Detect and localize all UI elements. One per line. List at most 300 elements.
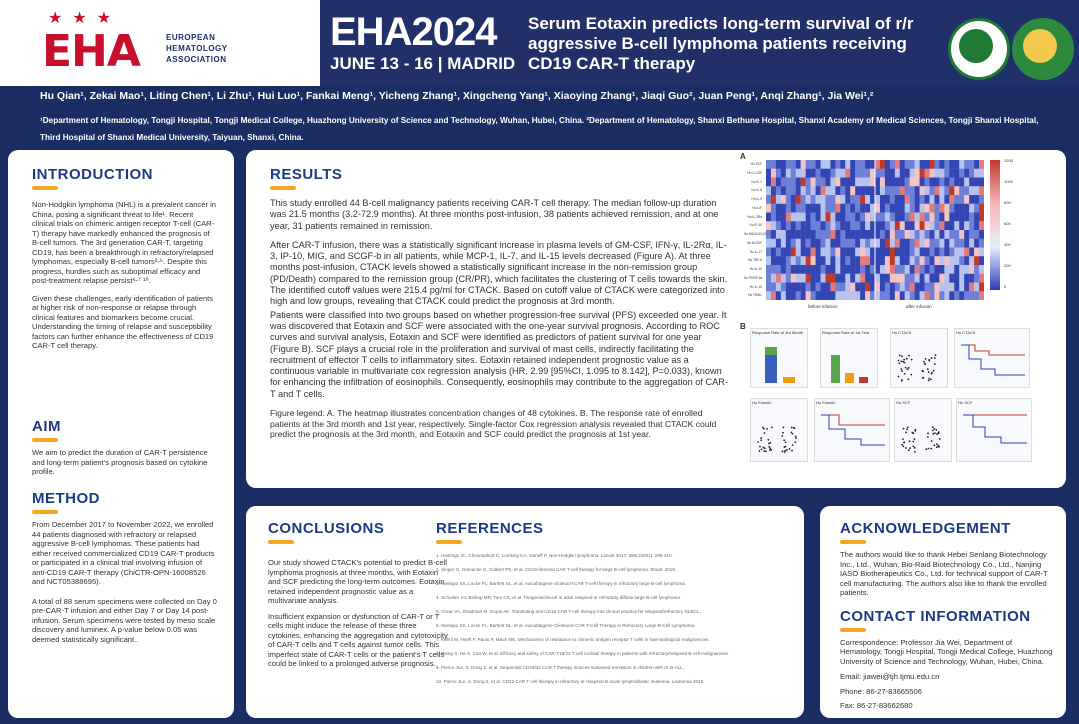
heatmap-cell xyxy=(855,274,860,283)
heatmap-cell xyxy=(801,221,806,230)
aim-text: We aim to predict the duration of CAR-T persistence and long-term patient's prognosis based on cytokine profile. xyxy=(32,448,208,476)
heatmap-cell xyxy=(840,265,845,274)
heatmap-row-label: Hu IL-17 xyxy=(749,249,762,254)
scatter-point xyxy=(931,373,933,375)
heatmap-cell xyxy=(791,160,796,169)
heatmap-cell xyxy=(816,169,821,178)
heatmap-cell xyxy=(816,283,821,292)
heatmap-cell xyxy=(895,186,900,195)
heatmap-cell xyxy=(875,169,880,178)
heatmap-cell xyxy=(920,160,925,169)
heatmap-cell xyxy=(776,186,781,195)
heatmap-cell xyxy=(766,213,771,222)
heatmap-cell xyxy=(855,186,860,195)
heatmap-cell xyxy=(954,213,959,222)
heatmap-cell xyxy=(776,274,781,283)
heatmap-cell xyxy=(771,221,776,230)
heatmap-cell xyxy=(939,274,944,283)
scatter-point xyxy=(795,436,797,438)
heatmap-cell xyxy=(949,248,954,257)
heatmap-cell xyxy=(964,265,969,274)
heatmap-cell xyxy=(954,256,959,265)
heatmap-cell xyxy=(791,283,796,292)
heatmap-cell xyxy=(890,213,895,222)
heatmap-cell xyxy=(910,274,915,283)
heatmap-cell xyxy=(816,256,821,265)
heatmap-cell xyxy=(954,186,959,195)
heatmap-cell xyxy=(944,169,949,178)
heatmap-cell xyxy=(835,204,840,213)
scatter-point xyxy=(903,359,905,361)
heatmap-cell xyxy=(811,283,816,292)
heatmap-cell xyxy=(925,283,930,292)
scatter-point xyxy=(915,429,917,431)
heatmap-cell xyxy=(801,248,806,257)
affiliations: ¹Department of Hematology, Tongji Hospital, Tongji Medical College, Huazhong University of Science and Technology, Wuhan, Hubei, China. ²Department of Hematology, Shanxi Bethune Hospital, Shanxi Academy of Medical Sciences, Tongji Shanxi Hospital, Third Hospital of Shanxi Medical University, Taiyuan, Shanxi, China. xyxy=(40,116,1039,142)
heatmap-cell xyxy=(974,178,979,187)
heatmap-cell xyxy=(969,230,974,239)
heatmap-cell xyxy=(959,239,964,248)
scatter-point xyxy=(934,357,936,359)
heatmap-cell xyxy=(954,169,959,178)
heatmap-cell xyxy=(944,213,949,222)
heatmap-cell xyxy=(964,186,969,195)
scatter-point xyxy=(766,428,768,430)
heatmap-cell xyxy=(934,274,939,283)
heatmap-cell xyxy=(949,213,954,222)
heatmap-cell xyxy=(900,291,905,300)
heatmap-cell xyxy=(944,160,949,169)
heatmap-cell xyxy=(830,221,835,230)
heatmap-cell xyxy=(870,186,875,195)
heatmap-cell xyxy=(910,186,915,195)
heatmap-cell xyxy=(949,195,954,204)
heatmap-cell xyxy=(895,169,900,178)
heatmap-cell xyxy=(821,169,826,178)
heatmap-cell xyxy=(791,230,796,239)
heatmap-row-label: Hu LIF xyxy=(752,205,762,210)
heatmap-cell xyxy=(880,204,885,213)
scatter-point xyxy=(907,368,909,370)
scatter-point xyxy=(910,374,912,376)
heatmap-cell xyxy=(835,230,840,239)
heatmap-cell xyxy=(816,239,821,248)
contact-text: Correspondence: Professor Jia Wei, Department of Hematology, Tongji Hospital, Tongji Medical College, Huazhong University of Science and Technology, Wuhan, Hubei, China. xyxy=(840,637,1053,666)
heatmap-cell xyxy=(825,291,830,300)
heatmap-cell xyxy=(816,265,821,274)
heatmap-cell xyxy=(964,221,969,230)
heatmap-cell xyxy=(845,239,850,248)
scatter-point xyxy=(903,442,905,444)
heatmap-cell xyxy=(786,230,791,239)
heatmap-cell xyxy=(811,186,816,195)
heatmap-cell xyxy=(885,274,890,283)
heatmap-cell xyxy=(969,178,974,187)
heatmap-cell xyxy=(890,265,895,274)
scatter-point xyxy=(925,448,927,450)
heatmap-cell xyxy=(825,230,830,239)
results-paragraph-3: Patients were classified into two groups based on whether progression-free survival (PFS) exceeded one year. It was discovered that Eotaxin and SCF were associated with the one-year survival prognosis. According to ROC curves and survival analysis, Eotaxin and SCF were identified as predictors of patient survival for one year (Figure B). SCF plays a crucial role in the proliferation and survival of mast cells, indirectly facilitating the recruitment of effector T cells to inflammatory sites. Eotaxin retained independent prognostic value as a continuous variable in multivariate cox regression analysis (HR, 2.99 [95%CI, 1.095 to 8.142], P=0.033), known for enhancing the infiltration of eosinophils. Consequently, eosinophils may contribute to the aggregation of CAR-T and T cells. xyxy=(270,309,728,399)
heatmap-cell xyxy=(865,186,870,195)
heatmap-row-label: Hu IL-2Ra xyxy=(747,214,762,219)
heatmap-cell xyxy=(930,169,935,178)
scatter-point xyxy=(927,432,929,434)
heatmap-cell xyxy=(821,204,826,213)
heatmap-cell xyxy=(939,230,944,239)
scatter-point xyxy=(925,358,927,360)
heatmap-cell xyxy=(880,256,885,265)
scatter-point xyxy=(906,358,908,360)
heatmap-cell xyxy=(930,291,935,300)
heatmap-cell xyxy=(796,265,801,274)
heatmap-cell xyxy=(776,256,781,265)
scatter-point xyxy=(795,437,797,439)
scatter-point xyxy=(784,450,786,452)
eha-wordmark: EHA xyxy=(42,26,140,77)
heatmap-cell xyxy=(969,160,974,169)
scatter-point xyxy=(764,447,766,449)
heatmap-cell xyxy=(959,230,964,239)
heatmap-cell xyxy=(791,274,796,283)
scatter-point xyxy=(768,443,770,445)
heatmap-row-label: Hu IL-8 xyxy=(751,188,762,193)
results-paragraph-2: After CAR-T infusion, there was a statistically significant increase in plasma levels of GM-CSF, IFN-γ, IL-2Rα, IL-3, IP-10, MIG, and SCGF-b in all patients, while MCP-1, IL-7, and IL-15 levels decreased (Figure A). At three months post-infusion, CTACK levels showed a statistically significant increase in the non-remission group (PD/Death) compared to the remission group (CR/PR), which facilitates the clustering of T cells towards the skin. The identified cutoff values were 215.4 pg/ml for CTACK. Based on cutoff value of CTACK were categorized into high and low groups, revealing that CTACK could predict the prognosis at 3rd month. xyxy=(270,239,728,307)
heatmap-cell xyxy=(974,160,979,169)
scatter-point xyxy=(927,448,929,450)
scatter-point xyxy=(764,450,766,452)
heatmap-cell xyxy=(845,186,850,195)
heatmap-cell xyxy=(875,213,880,222)
heatmap-color-scale xyxy=(990,160,1000,290)
heatmap-cell xyxy=(865,256,870,265)
heatmap-cell xyxy=(905,230,910,239)
heatmap-cell xyxy=(766,248,771,257)
scatter-point xyxy=(771,427,773,429)
heatmap-cell xyxy=(821,248,826,257)
heatmap-cell xyxy=(850,230,855,239)
scatter-point xyxy=(930,448,932,450)
heatmap-cell xyxy=(781,274,786,283)
heatmap-cell xyxy=(865,213,870,222)
heatmap-cell xyxy=(801,265,806,274)
heatmap-cell xyxy=(920,265,925,274)
heatmap-cell xyxy=(860,274,865,283)
heatmap-scale-label: 1200 xyxy=(1004,158,1013,163)
heatmap-cell xyxy=(974,274,979,283)
heatmap-cell xyxy=(939,239,944,248)
heatmap-cell xyxy=(934,256,939,265)
heatmap-cell xyxy=(880,274,885,283)
heatmap-cell xyxy=(776,265,781,274)
heatmap-cell xyxy=(855,239,860,248)
heatmap-cell xyxy=(895,160,900,169)
heatmap-cell xyxy=(925,213,930,222)
heatmap-cell xyxy=(890,248,895,257)
heatmap-cell xyxy=(806,178,811,187)
heatmap-cell xyxy=(870,248,875,257)
scatter-point xyxy=(907,378,909,380)
scatter-point xyxy=(927,436,929,438)
heatmap-cell xyxy=(850,283,855,292)
heatmap-cell xyxy=(944,186,949,195)
heatmap-cell xyxy=(895,274,900,283)
heatmap-cell xyxy=(840,283,845,292)
heatmap-cell xyxy=(890,178,895,187)
heatmap-cell xyxy=(771,230,776,239)
heatmap-cell xyxy=(840,274,845,283)
heatmap-cell xyxy=(964,248,969,257)
heatmap-row-label: Hu SCF xyxy=(750,162,762,166)
heatmap-cell xyxy=(860,213,865,222)
heatmap-cell xyxy=(776,283,781,292)
heatmap-cell xyxy=(825,239,830,248)
heatmap-cell xyxy=(939,195,944,204)
heatmap-cell xyxy=(811,178,816,187)
heatmap-cell xyxy=(811,160,816,169)
heatmap-cell xyxy=(954,160,959,169)
heatmap-cell xyxy=(979,178,984,187)
heatmap-cell xyxy=(786,213,791,222)
scatter-point xyxy=(769,449,771,451)
acknowledgement-text: The authors would like to thank Hebei Senlang Biotechnology Inc., Ltd., Wuhan, Bio-Raid Biotechnology Co., Ltd., Nanjing IASO Biotherapeutics Co., Ltd. for technical support of CAR-T cell manufacturing. The authors also like to thank the enrolled patients. xyxy=(840,550,1048,597)
heatmap-cell xyxy=(870,283,875,292)
heatmap-cell xyxy=(870,195,875,204)
heatmap-cell xyxy=(934,195,939,204)
logo-stars: ★★★ xyxy=(48,10,122,27)
heatmap-cell xyxy=(890,204,895,213)
method-paragraph-2: A total of 88 serum specimens were collected on Day 0 pre-CAR-T infusion and either Day 7 or Day 14 post-infusion. Serum specimens were tested by meso scale discovery and luminex. A p-value below 0.05 was deemed statistically significant.. xyxy=(32,596,217,644)
heatmap-cell xyxy=(959,291,964,300)
heatmap-cell xyxy=(860,239,865,248)
heatmap-cell xyxy=(771,195,776,204)
heatmap-cell xyxy=(865,265,870,274)
heatmap-cell xyxy=(939,160,944,169)
heatmap-cell xyxy=(920,186,925,195)
heatmap-cell xyxy=(840,291,845,300)
heatmap-cell xyxy=(959,283,964,292)
heatmap-cell xyxy=(934,213,939,222)
author-list: Hu Qian¹, Zekai Mao¹, Liting Chen¹, Li Zhu¹, Hui Luo¹, Fankai Meng¹, Yicheng Zhang¹, Xingcheng Yang¹, Xiaoying Zhang¹, Jiaqi Guo², Juan Peng¹, Anqi Zhang¹, Jia Wei¹,² xyxy=(40,90,874,102)
heatmap-cell xyxy=(821,265,826,274)
heatmap-cell xyxy=(776,195,781,204)
heatmap-cell xyxy=(870,291,875,300)
contact-fax: Fax: 86-27-83662680 xyxy=(840,701,913,710)
heatmap-cell xyxy=(925,169,930,178)
heatmap-cell xyxy=(969,283,974,292)
scatter-point xyxy=(785,442,787,444)
scatter-point xyxy=(783,427,785,429)
heatmap-cell xyxy=(771,283,776,292)
heatmap-cell xyxy=(949,239,954,248)
heatmap-cell xyxy=(880,169,885,178)
heatmap-cell xyxy=(944,256,949,265)
results-panel xyxy=(246,150,1066,488)
eha-association-name: EUROPEAN HEMATOLOGY ASSOCIATION xyxy=(166,33,228,64)
heatmap-cell xyxy=(811,221,816,230)
conclusions-heading: CONCLUSIONS xyxy=(268,520,385,537)
heatmap-cell xyxy=(801,186,806,195)
heatmap-cell xyxy=(900,248,905,257)
heatmap-cell xyxy=(969,239,974,248)
heatmap-cell xyxy=(840,248,845,257)
scatter-point xyxy=(906,428,908,430)
heatmap-cell xyxy=(811,204,816,213)
scatter-point xyxy=(938,446,940,448)
heatmap-cell xyxy=(766,256,771,265)
heatmap-cell xyxy=(885,186,890,195)
heatmap-cell xyxy=(954,204,959,213)
heatmap-cell xyxy=(801,274,806,283)
heatmap-cell xyxy=(835,265,840,274)
heatmap-cell xyxy=(771,213,776,222)
heatmap-cell xyxy=(796,291,801,300)
heatmap-cell xyxy=(855,221,860,230)
heatmap-cell xyxy=(969,213,974,222)
heatmap-cell xyxy=(964,291,969,300)
heatmap-cell xyxy=(920,230,925,239)
heatmap-cell xyxy=(845,265,850,274)
heatmap-cell xyxy=(850,256,855,265)
heatmap-cell xyxy=(925,160,930,169)
heatmap-cell xyxy=(850,195,855,204)
heatmap-cell xyxy=(925,265,930,274)
heatmap-cell xyxy=(860,256,865,265)
heatmap-cell xyxy=(959,248,964,257)
scatter-point xyxy=(909,440,911,442)
scatter-point xyxy=(932,433,934,435)
heatmap-cell xyxy=(954,274,959,283)
heatmap-scale-label: 800 xyxy=(1004,200,1011,205)
scatter-point xyxy=(938,432,940,434)
reference-item: 7. Kuhnl M, Hoeft F, Paulo P, Mauri MK. Mechanisms of resistance to chimeric antigen receptor T cells in haematological malignancies. xyxy=(436,637,710,642)
heatmap-cell xyxy=(915,195,920,204)
heatmap-cell xyxy=(766,160,771,169)
heatmap-cell xyxy=(915,169,920,178)
heatmap-cell xyxy=(771,169,776,178)
heatmap-cell xyxy=(949,291,954,300)
heatmap-cell xyxy=(791,248,796,257)
heatmap-cell xyxy=(915,291,920,300)
heatmap-cell xyxy=(781,213,786,222)
heatmap-cell xyxy=(915,265,920,274)
scatter-point xyxy=(792,444,794,446)
heatmap-cell xyxy=(796,204,801,213)
reference-item: 3. Neelapu SS, Locke FL, Bartlett NL, et al. Axicabtagene ciloleucel CAR T-cell therapy in refractory large B-cell lymphoma. xyxy=(436,581,687,586)
heatmap-cell xyxy=(791,256,796,265)
heatmap-cell xyxy=(786,265,791,274)
heatmap-cell xyxy=(900,204,905,213)
heatmap-cell xyxy=(806,204,811,213)
scatter-point xyxy=(902,361,904,363)
heatmap-cell xyxy=(830,248,835,257)
reference-item: 8. Wang X, Ha X, Cao W, et al. Efficacy and safety of CAR-T19/22 T cell cocktail therapy in patients with refractory/relapsed B-cell malignancies. xyxy=(436,651,730,656)
heatmap-cell xyxy=(895,195,900,204)
heatmap-cell xyxy=(840,195,845,204)
heatmap-cell xyxy=(796,169,801,178)
heatmap-cell xyxy=(796,230,801,239)
heatmap-cell xyxy=(934,169,939,178)
heatmap-cell xyxy=(796,239,801,248)
heatmap-cell xyxy=(860,160,865,169)
heatmap-cell xyxy=(905,169,910,178)
heatmap-cell xyxy=(786,239,791,248)
heatmap-cell xyxy=(786,195,791,204)
heatmap-cell xyxy=(791,239,796,248)
heatmap-cell xyxy=(979,160,984,169)
heatmap-cell xyxy=(791,221,796,230)
heatmap-cell xyxy=(860,221,865,230)
heatmap-cell xyxy=(821,230,826,239)
heatmap-cell xyxy=(944,274,949,283)
heatmap-cell xyxy=(964,283,969,292)
heatmap-cell xyxy=(781,195,786,204)
heatmap-cell xyxy=(910,178,915,187)
heatmap-cell xyxy=(969,291,974,300)
heatmap-cell xyxy=(930,204,935,213)
heatmap-cell xyxy=(865,283,870,292)
heatmap-cell xyxy=(860,265,865,274)
heatmap-cell xyxy=(845,169,850,178)
scatter-point xyxy=(794,441,796,443)
heatmap-cell xyxy=(835,195,840,204)
heatmap-cell xyxy=(776,204,781,213)
heatmap-cell xyxy=(964,256,969,265)
heatmap-cell xyxy=(885,178,890,187)
heatmap-cell xyxy=(835,160,840,169)
heatmap-cell xyxy=(766,186,771,195)
heatmap-cell xyxy=(825,256,830,265)
heatmap-cell xyxy=(855,248,860,257)
heatmap-cell xyxy=(890,239,895,248)
heatmap-cell xyxy=(835,186,840,195)
eotaxin-scatter-plot: Hu Eotaxin xyxy=(750,398,808,462)
scatter-point xyxy=(898,376,900,378)
heatmap-cell xyxy=(885,213,890,222)
heatmap-cell xyxy=(860,195,865,204)
heatmap-cell xyxy=(816,274,821,283)
heatmap-cell xyxy=(806,291,811,300)
scatter-point xyxy=(905,367,907,369)
heatmap-cell xyxy=(925,256,930,265)
heatmap-cell xyxy=(925,178,930,187)
heatmap-cell xyxy=(895,213,900,222)
heatmap-cell xyxy=(915,239,920,248)
ctack-survival-curve: Hu CTACK xyxy=(954,328,1030,388)
heatmap-cell xyxy=(974,169,979,178)
heatmap-cell xyxy=(796,160,801,169)
heatmap-cell xyxy=(816,221,821,230)
scatter-point xyxy=(933,445,935,447)
heatmap-cell xyxy=(890,291,895,300)
heatmap-cell xyxy=(830,265,835,274)
conclusions-paragraph-1: Our study showed CTACK's potential to predict B-cell lymphoma prognosis at three months, with Eotaxin and SCF predicting the long-term outcomes. Eotaxin retained independent prognostic value as a multivariate analysis. xyxy=(268,558,447,605)
heatmap-cell xyxy=(920,274,925,283)
heatmap-cell xyxy=(776,230,781,239)
heatmap-cell xyxy=(910,230,915,239)
results-paragraph-1: This study enrolled 44 B-cell malignancy patients receiving CAR-T cell therapy. The median follow-up duration was 21.5 months (3.2-72.9 months). At three months post-infusion, 38 patients achieved remission, and at one year, 31 patients remained in remission. xyxy=(270,198,719,231)
heatmap-cell xyxy=(890,169,895,178)
heatmap-cell xyxy=(830,178,835,187)
heatmap-cell xyxy=(885,256,890,265)
heatmap-cell xyxy=(875,221,880,230)
heatmap-row-label: Hu IP-10 xyxy=(749,223,762,228)
heatmap-cell xyxy=(949,265,954,274)
heatmap-cell xyxy=(930,195,935,204)
heatmap-cell xyxy=(865,274,870,283)
heatmap-cell xyxy=(934,204,939,213)
heatmap-cell xyxy=(855,230,860,239)
heatmap-cell xyxy=(944,204,949,213)
